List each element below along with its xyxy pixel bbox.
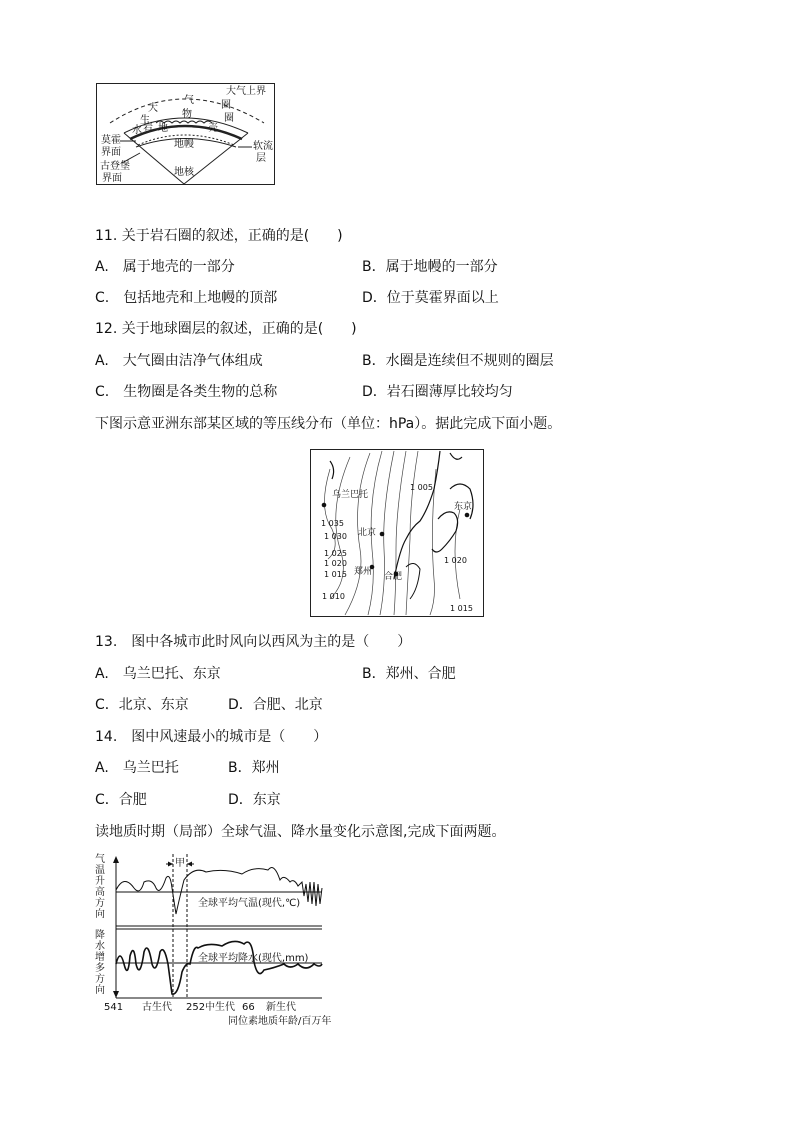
city-beijing: 北京 (358, 528, 377, 538)
hydrosphere-char: 水 (132, 125, 142, 136)
isobar-label-1020: 1 020 (324, 559, 347, 568)
precip-axis-char-3: 增 (95, 952, 105, 963)
q14-option-b: B．郑州 (228, 760, 280, 776)
q11-option-d: D．位于莫霍界面以上 (362, 290, 499, 306)
crust-char: 地 (158, 123, 168, 134)
atmosphere-char-3: 圈 (221, 100, 231, 111)
temp-axis-char-4: 高 (95, 887, 105, 898)
temp-axis-char-6: 向 (95, 909, 105, 920)
biosphere-char-1: 生 (140, 115, 150, 126)
tick-252: 252 (186, 1002, 206, 1013)
q12-option-b: B．水圈是连续但不规则的圈层 (362, 353, 554, 369)
biosphere-char-3: 圈 (224, 113, 234, 124)
intro-climate: 读地质时期（局部）全球气温、降水量变化示意图,完成下面两题。 (95, 824, 506, 840)
q12-option-a: A. 大气圈由洁净气体组成 (95, 353, 263, 369)
asthenosphere-label-1: 软流 (253, 141, 273, 152)
isobar-label-1025: 1 025 (324, 549, 347, 558)
isobar-label-1030: 1 030 (324, 532, 347, 541)
q12-option-c: C. 生物圈是各类生物的总称 (95, 384, 278, 400)
q11-stem: 11. 关于岩石圈的叙述，正确的是( ) (95, 228, 343, 244)
moho-label-1: 莫霍 (101, 135, 121, 146)
precip-axis-char-6: 向 (95, 985, 105, 996)
moho-label-2: 界面 (101, 147, 121, 158)
tick-paleozoic: 古生代 (142, 1002, 172, 1013)
precip-reference-label: 全球平均降水(现代,mm) (198, 953, 309, 964)
lithosphere-char: 岩 (143, 122, 153, 133)
gutenberg-label-1: 古登堡 (100, 161, 130, 172)
precip-axis-char-2: 水 (95, 941, 105, 952)
tick-66: 66 (242, 1002, 255, 1013)
q14-option-a: A. 乌兰巴托 (95, 760, 179, 776)
q13-option-c: C．北京、东京 (95, 697, 189, 713)
atmosphere-char-2: 气 (184, 95, 194, 106)
q11-option-a: A. 属于地壳的一部分 (95, 259, 235, 275)
intro-isobar: 下图示意亚洲东部某区域的等压线分布（单位：hPa）。据此完成下面小题。 (95, 416, 562, 432)
precip-axis-char-1: 降 (95, 930, 105, 941)
isobar-label-1035: 1 035 (321, 519, 344, 528)
core-label: 地核 (174, 167, 194, 178)
q11-option-c: C. 包括地壳和上地幔的顶部 (95, 290, 278, 306)
q12-option-d: D．岩石圈薄厚比较均匀 (362, 384, 513, 400)
q14-option-c: C．合肥 (95, 792, 147, 808)
gutenberg-label-2: 界面 (102, 173, 122, 184)
temp-axis-char-3: 升 (95, 876, 105, 887)
jia-label: 甲 (175, 858, 185, 869)
tick-mesozoic: 中生代 (205, 1002, 235, 1013)
city-zhengzhou: 郑州 (354, 567, 373, 577)
x-axis-label: 同位素地质年龄/百万年 (228, 1016, 332, 1027)
climate-figure (94, 852, 334, 1030)
biosphere-char-2: 物 (182, 109, 192, 120)
earth-spheres-figure (96, 83, 275, 185)
temp-reference-label: 全球平均气温(现代,℃) (198, 898, 301, 909)
temp-axis-char-5: 方 (95, 898, 105, 909)
top-boundary-label: 大气上界 (226, 86, 266, 97)
mantle-label: 地幔 (174, 139, 194, 150)
temp-axis-char-2: 温 (95, 865, 105, 876)
q13-option-a: A. 乌兰巴托、东京 (95, 666, 221, 682)
city-tokyo: 东京 (454, 502, 473, 512)
q11-option-b: B．属于地幔的一部分 (362, 259, 498, 275)
shell-char: 壳 (208, 123, 218, 134)
isobar-label-1010: 1 010 (322, 592, 345, 601)
q14-stem: 14. 图中风速最小的城市是（ ） (95, 729, 328, 745)
isobar-label-1015-east: 1 015 (450, 604, 473, 613)
q13-option-b: B．郑州、合肥 (362, 666, 456, 682)
isobar-label-1005: 1 005 (410, 483, 433, 492)
isobar-map (310, 449, 484, 617)
q13-option-d: D．合肥、北京 (228, 697, 323, 713)
isobar-label-1020-east: 1 020 (444, 556, 467, 565)
city-hefei: 合肥 (384, 572, 403, 582)
atmosphere-char-1: 大 (148, 103, 158, 114)
isobar-label-1015: 1 015 (324, 570, 347, 579)
asthenosphere-label-2: 层 (256, 153, 266, 164)
q14-option-d: D．东京 (228, 792, 281, 808)
tick-cenozoic: 新生代 (266, 1002, 296, 1013)
temp-axis-char-1: 气 (95, 854, 105, 865)
tick-541: 541 (104, 1002, 124, 1013)
precip-axis-char-5: 方 (95, 974, 105, 985)
q13-stem: 13. 图中各城市此时风向以西风为主的是（ ） (95, 634, 412, 650)
city-ulaanbaatar: 乌兰巴托 (332, 490, 369, 500)
q12-stem: 12. 关于地球圈层的叙述，正确的是( ) (95, 321, 357, 337)
precip-axis-char-4: 多 (95, 963, 105, 974)
